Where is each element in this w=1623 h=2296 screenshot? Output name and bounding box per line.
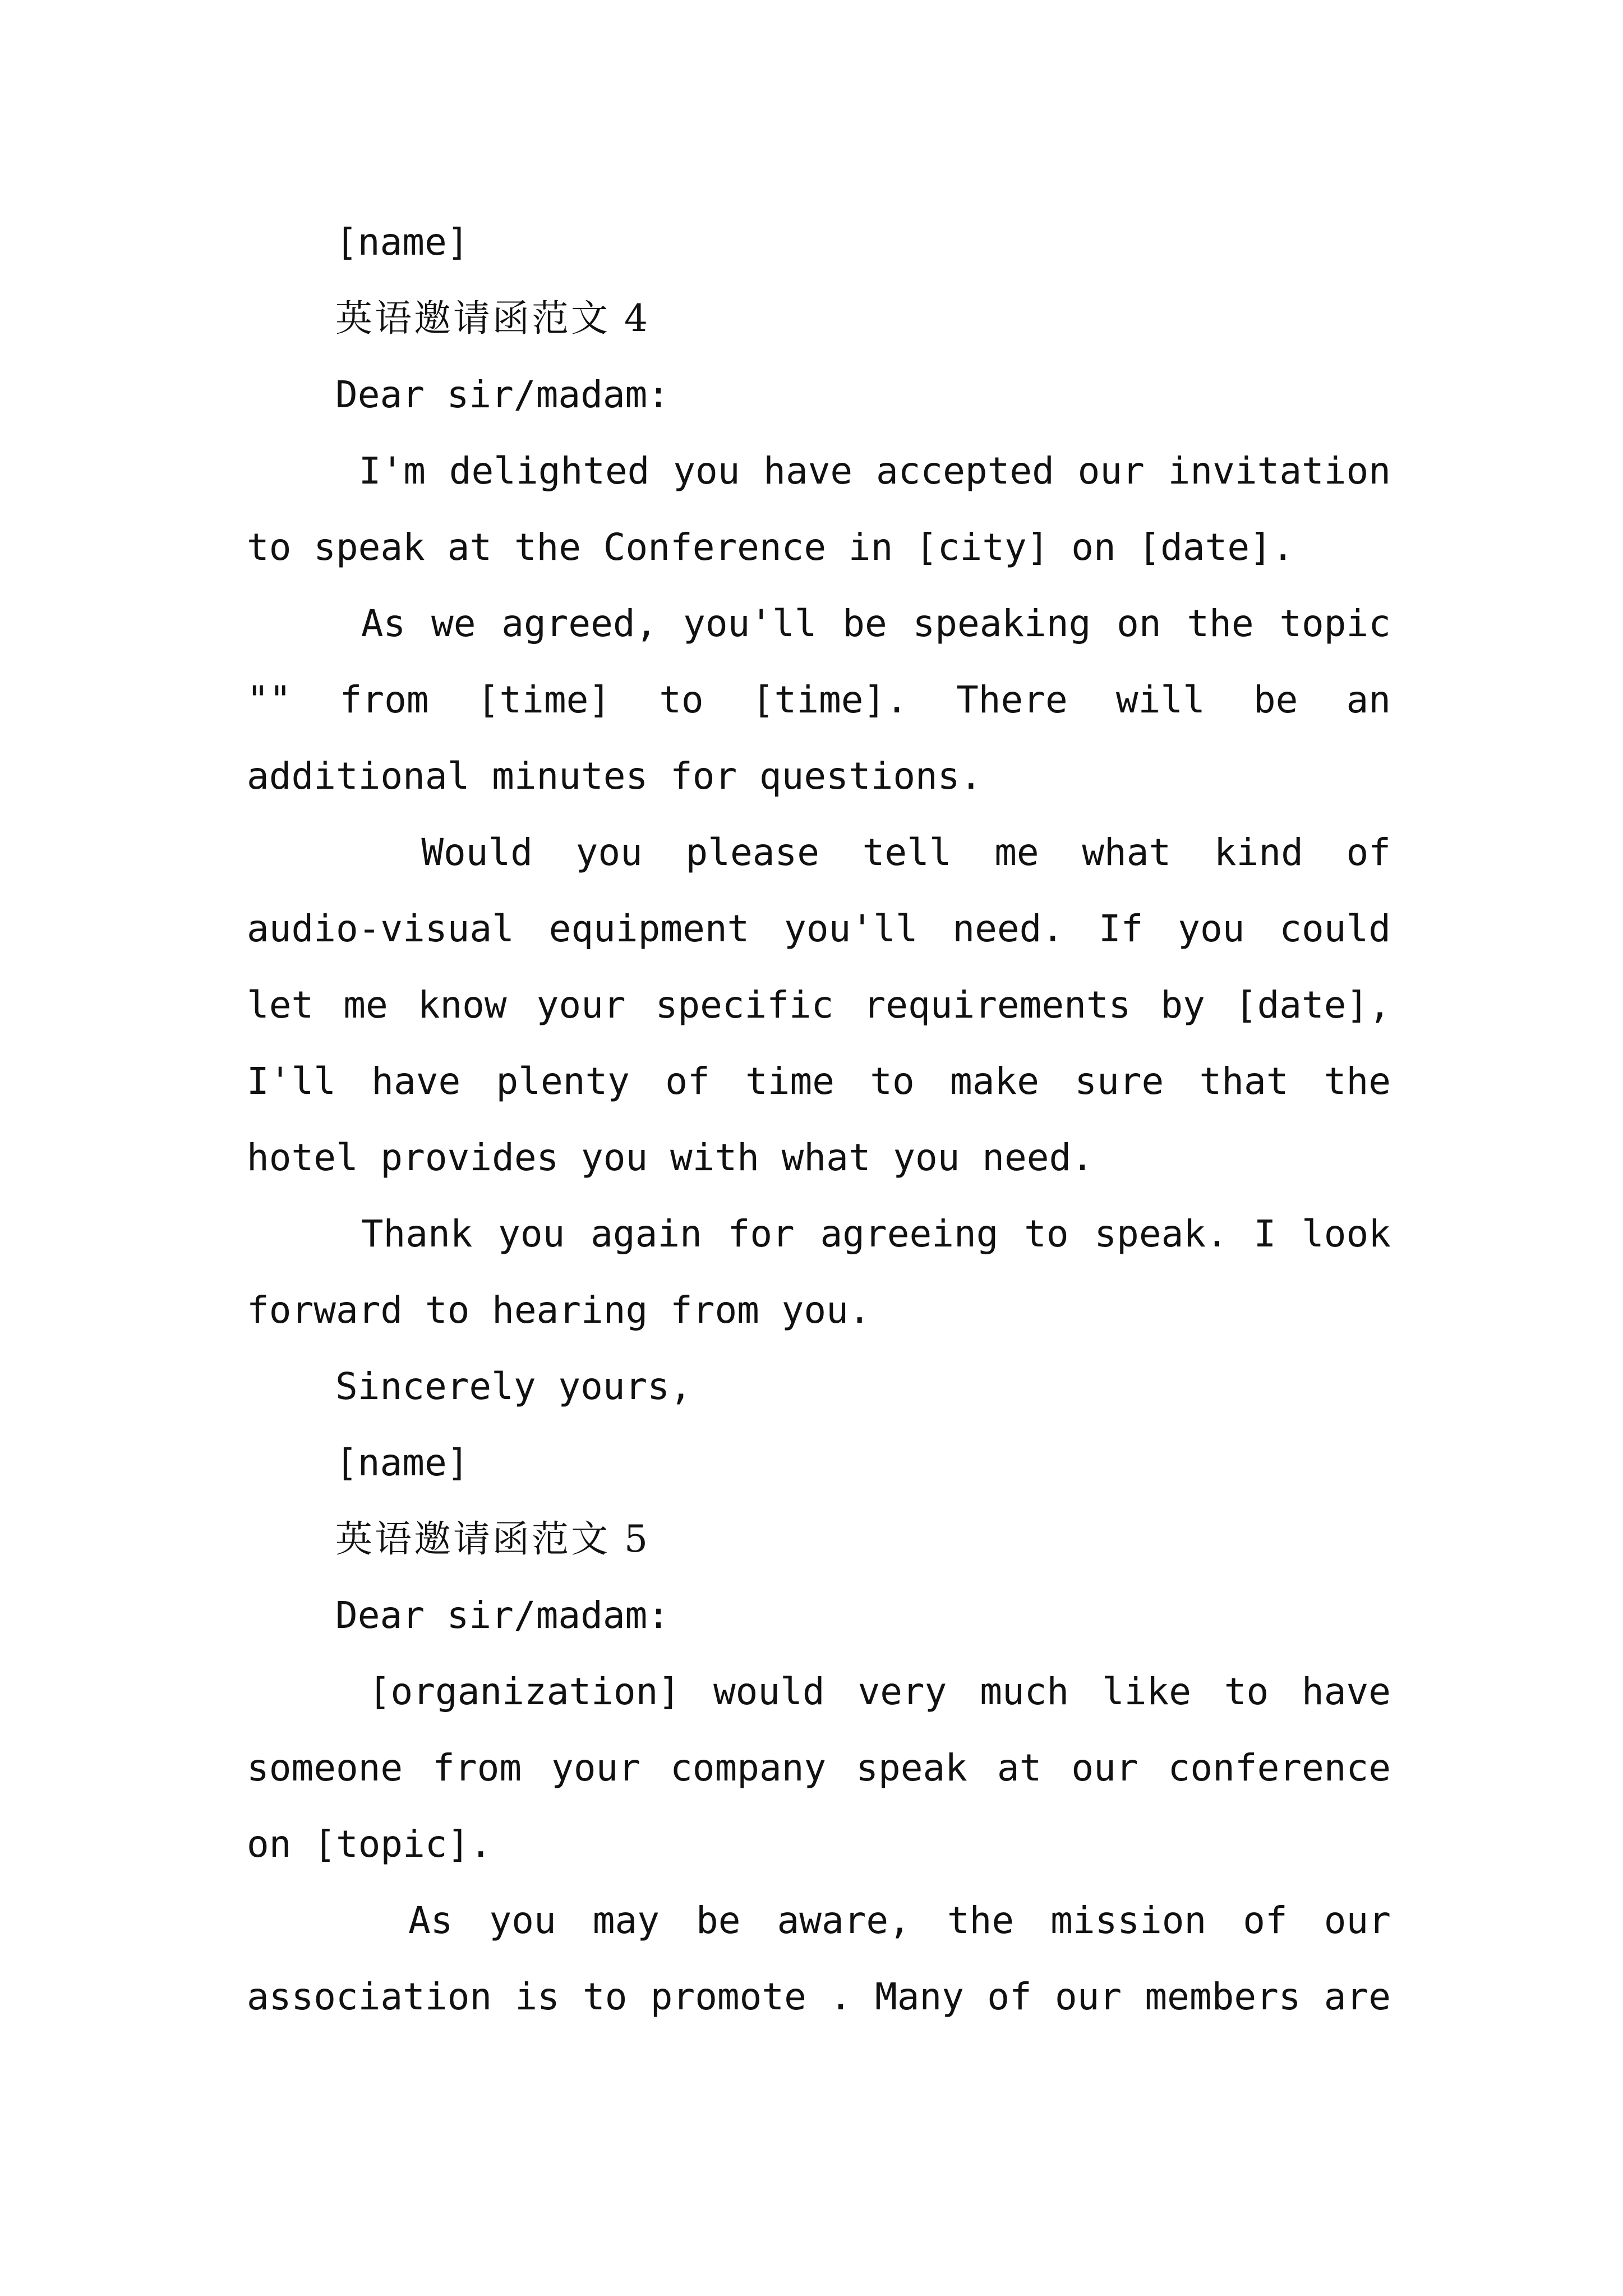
signature-name: [name] xyxy=(335,220,469,264)
paragraph-line: forward to hearing from you. xyxy=(247,1289,871,1332)
paragraph-line: I'll have plenty of time to make sure that the xyxy=(247,1060,1391,1103)
paragraph-line: [organization] would very much like to have xyxy=(335,1670,1391,1713)
paragraph-line: Would you please tell me what kind of xyxy=(335,831,1391,874)
paragraph-line: As we agreed, you'll be speaking on the topic xyxy=(335,602,1391,645)
signature-name: [name] xyxy=(335,1441,469,1484)
paragraph-line: on [topic]. xyxy=(247,1823,492,1866)
closing: Sincerely yours, xyxy=(335,1365,692,1408)
paragraph-line: hotel provides you with what you need. xyxy=(247,1136,1094,1179)
salutation: Dear sir/madam: xyxy=(335,1594,670,1637)
paragraph-line: "" from [time] to [time]. There will be an xyxy=(247,678,1391,721)
paragraph-line: I'm delighted you have accepted our invitation xyxy=(335,449,1391,493)
paragraph-line: association is to promote . Many of our members are xyxy=(247,1975,1391,2018)
paragraph-line: let me know your specific requirements by [date], xyxy=(247,983,1391,1027)
salutation: Dear sir/madam: xyxy=(335,373,670,416)
paragraph-line: someone from your company speak at our conference xyxy=(247,1746,1391,1789)
paragraph-line: Thank you again for agreeing to speak. I look xyxy=(335,1212,1391,1255)
paragraph-line: As you may be aware, the mission of our xyxy=(335,1899,1391,1942)
section-heading-5: 英语邀请函范文 5 xyxy=(335,1517,650,1561)
section-heading-4: 英语邀请函范文 4 xyxy=(335,297,650,340)
paragraph-line: additional minutes for questions. xyxy=(247,754,983,798)
paragraph-line: to speak at the Conference in [city] on [date]. xyxy=(247,526,1294,569)
paragraph-line: audio-visual equipment you'll need. If you could xyxy=(247,907,1391,950)
